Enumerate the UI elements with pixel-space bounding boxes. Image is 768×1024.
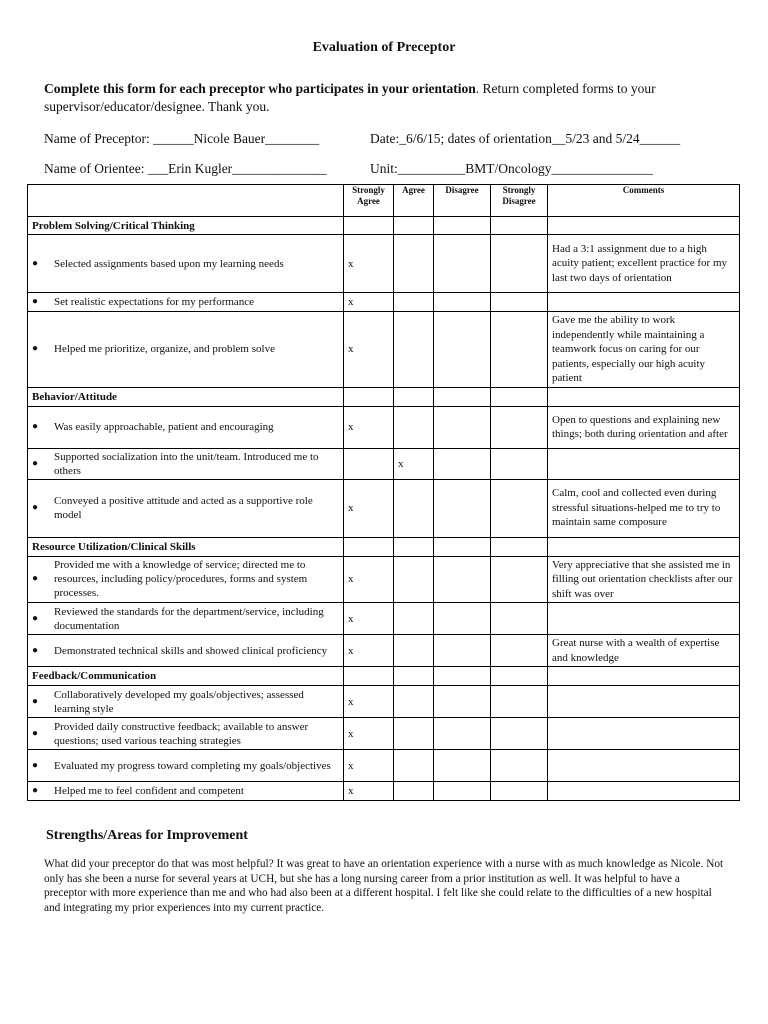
header-criteria xyxy=(28,185,344,217)
agree-cell xyxy=(394,293,434,312)
empty-cell xyxy=(491,667,548,686)
rating-mark: x xyxy=(348,612,354,625)
empty-cell xyxy=(548,217,740,235)
comment-cell xyxy=(548,686,740,718)
disagree-cell xyxy=(434,686,491,718)
agree-cell xyxy=(394,750,434,782)
rating-mark: x xyxy=(348,573,354,586)
criteria-text: Reviewed the standards for the department/service, including documentation xyxy=(54,605,324,632)
empty-cell xyxy=(394,387,434,406)
strongly-agree-cell xyxy=(344,235,394,293)
comment-cell xyxy=(548,448,740,479)
criteria-text: Demonstrated technical skills and showed clinical proficiency xyxy=(54,644,328,657)
date-field: Date:_6/6/15; dates of orientation__5/23 and 5/24______ xyxy=(370,131,681,146)
empty-cell xyxy=(491,387,548,406)
agree-cell xyxy=(394,235,434,293)
empty-cell xyxy=(394,537,434,556)
unit-field: Unit:__________BMT/Oncology_______________ xyxy=(370,161,653,176)
strongly-disagree-cell xyxy=(491,448,548,479)
agree-cell xyxy=(394,782,434,801)
section-title: Feedback/Communication xyxy=(28,667,344,686)
criteria-cell xyxy=(28,782,344,801)
criteria-cell xyxy=(28,448,344,479)
criteria-text: Evaluated my progress toward completing my goals/objectives xyxy=(54,759,331,772)
header-strongly-agree: Strongly Agree xyxy=(344,185,394,217)
strengths-paragraph: What did your preceptor do that was most helpful? It was great to have an orientation experience with a nurse with as much knowledge as Nicole. Not only has she been a nurse for several years at UCH, but she has a long nursing career from a prior institution as well. It was helpful to have a preceptor with more experience than me and who had also been at a different hospital. I felt like she could relate to the difficulties of a new hospital and integrating my prior experiences into my current practice. xyxy=(44,858,724,914)
agree-cell xyxy=(394,603,434,635)
section-row xyxy=(28,387,740,406)
strongly-disagree-cell xyxy=(491,556,548,603)
agree-cell xyxy=(394,718,434,750)
table-row xyxy=(28,406,740,448)
rating-mark: x xyxy=(398,457,404,470)
table-header-row xyxy=(28,185,740,217)
disagree-cell xyxy=(434,293,491,312)
disagree-cell xyxy=(434,479,491,537)
bullet-icon: ● xyxy=(32,343,39,355)
instructions xyxy=(44,80,724,116)
header-agree: Agree xyxy=(394,185,434,217)
criteria-text: Set realistic expectations for my performance xyxy=(54,296,255,308)
section-row xyxy=(28,217,740,235)
empty-cell xyxy=(344,667,394,686)
comment-cell: Great nurse with a wealth of expertise and knowledge xyxy=(548,635,740,667)
bullet-icon: ● xyxy=(32,421,39,432)
table-row xyxy=(28,556,740,603)
criteria-text: Supported socialization into the unit/team. Introduced me to others xyxy=(54,450,319,477)
rating-mark: x xyxy=(348,759,354,772)
disagree-cell xyxy=(434,635,491,667)
bullet-icon: ● xyxy=(32,695,39,707)
strongly-agree-cell xyxy=(344,635,394,667)
empty-cell xyxy=(434,217,491,235)
criteria-text: Provided me with a knowledge of service; directed me to resources, including policy/procedures, forms and system processes. xyxy=(54,559,308,600)
rating-mark: x xyxy=(348,343,354,356)
criteria-text: Selected assignments based upon my learning needs xyxy=(54,257,284,270)
table-body xyxy=(28,217,740,801)
bullet-icon: ● xyxy=(32,573,39,585)
criteria-cell xyxy=(28,686,344,718)
strongly-agree-cell xyxy=(344,750,394,782)
empty-cell xyxy=(548,387,740,406)
strongly-agree-cell xyxy=(344,406,394,448)
strongly-disagree-cell xyxy=(491,750,548,782)
criteria-cell xyxy=(28,556,344,603)
rating-mark: x xyxy=(348,257,354,270)
section-title: Resource Utilization/Clinical Skills xyxy=(28,537,344,556)
empty-cell xyxy=(548,537,740,556)
table-row xyxy=(28,782,740,801)
table-row xyxy=(28,686,740,718)
table-row xyxy=(28,750,740,782)
strongly-disagree-cell xyxy=(491,479,548,537)
comment-cell xyxy=(548,782,740,801)
table-row xyxy=(28,603,740,635)
criteria-text: Was easily approachable, patient and encouraging xyxy=(54,421,274,433)
agree-cell xyxy=(394,635,434,667)
empty-cell xyxy=(394,667,434,686)
empty-cell xyxy=(491,537,548,556)
rating-mark: x xyxy=(348,421,354,433)
agree-cell xyxy=(394,312,434,388)
criteria-cell xyxy=(28,312,344,388)
table-row xyxy=(28,718,740,750)
agree-cell xyxy=(394,479,434,537)
criteria-cell xyxy=(28,293,344,312)
strongly-agree-cell xyxy=(344,448,394,479)
bullet-icon: ● xyxy=(32,612,39,624)
strongly-disagree-cell xyxy=(491,782,548,801)
rating-mark: x xyxy=(348,644,354,657)
strongly-agree-cell xyxy=(344,479,394,537)
disagree-cell xyxy=(434,448,491,479)
strongly-agree-cell xyxy=(344,782,394,801)
empty-cell xyxy=(434,387,491,406)
table-row xyxy=(28,479,740,537)
bullet-icon: ● xyxy=(32,785,39,796)
criteria-cell xyxy=(28,235,344,293)
disagree-cell xyxy=(434,782,491,801)
agree-cell xyxy=(394,686,434,718)
criteria-cell xyxy=(28,718,344,750)
comment-cell xyxy=(548,718,740,750)
bullet-icon: ● xyxy=(32,727,39,739)
criteria-text: Collaboratively developed my goals/objectives; assessed learning style xyxy=(54,688,304,715)
strongly-agree-cell xyxy=(344,686,394,718)
header-disagree: Disagree xyxy=(434,185,491,217)
empty-cell xyxy=(344,537,394,556)
strongly-disagree-cell xyxy=(491,312,548,388)
comment-cell: Very appreciative that she assisted me in filling out orientation checklists after our shift was over xyxy=(548,556,740,603)
criteria-cell xyxy=(28,603,344,635)
header-comments: Comments xyxy=(548,185,740,217)
strongly-disagree-cell xyxy=(491,235,548,293)
section-title: Problem Solving/Critical Thinking xyxy=(28,217,344,235)
empty-cell xyxy=(548,667,740,686)
bullet-icon: ● xyxy=(32,502,39,513)
instructions-bold: Complete this form for each preceptor who participates in your orientation xyxy=(44,81,476,96)
section-row xyxy=(28,537,740,556)
orientee-name-field: Name of Orientee: ___Erin Kugler______________ xyxy=(44,161,327,176)
comment-cell xyxy=(548,750,740,782)
agree-cell xyxy=(394,556,434,603)
evaluation-table xyxy=(27,184,740,801)
strongly-agree-cell xyxy=(344,293,394,312)
bullet-icon: ● xyxy=(32,644,39,656)
table-row xyxy=(28,635,740,667)
empty-cell xyxy=(344,217,394,235)
strongly-disagree-cell xyxy=(491,718,548,750)
criteria-text: Conveyed a positive attitude and acted as a supportive role model xyxy=(54,495,313,521)
comment-cell xyxy=(548,293,740,312)
disagree-cell xyxy=(434,406,491,448)
bullet-icon: ● xyxy=(32,296,39,307)
comment-cell: Open to questions and explaining new things; both during orientation and after xyxy=(548,406,740,448)
criteria-cell xyxy=(28,750,344,782)
strongly-disagree-cell xyxy=(491,635,548,667)
criteria-text: Helped me prioritize, organize, and problem solve xyxy=(54,343,275,356)
criteria-text: Helped me to feel confident and competent xyxy=(54,785,244,797)
comment-cell: Gave me the ability to work independently while maintaining a teamwork focus on caring for our patients, especially our high acuity patient xyxy=(548,312,740,388)
disagree-cell xyxy=(434,556,491,603)
strongly-agree-cell xyxy=(344,312,394,388)
strongly-agree-cell xyxy=(344,603,394,635)
strongly-disagree-cell xyxy=(491,293,548,312)
table-row xyxy=(28,235,740,293)
bullet-icon: ● xyxy=(32,759,39,771)
disagree-cell xyxy=(434,312,491,388)
criteria-cell xyxy=(28,635,344,667)
agree-cell xyxy=(394,406,434,448)
comment-cell: Had a 3:1 assignment due to a high acuity patient; excellent practice for my last two days of orientation xyxy=(548,235,740,293)
empty-cell xyxy=(394,217,434,235)
strongly-disagree-cell xyxy=(491,686,548,718)
rating-mark: x xyxy=(348,695,354,708)
bullet-icon: ● xyxy=(32,457,39,469)
rating-mark: x xyxy=(348,727,354,740)
comment-cell: Calm, cool and collected even during stressful situations-helped me to try to maintain same composure xyxy=(548,479,740,537)
bullet-icon: ● xyxy=(32,257,39,269)
empty-cell xyxy=(434,667,491,686)
disagree-cell xyxy=(434,235,491,293)
criteria-cell xyxy=(28,479,344,537)
disagree-cell xyxy=(434,750,491,782)
strongly-disagree-cell xyxy=(491,406,548,448)
rating-mark: x xyxy=(348,296,354,308)
strongly-agree-cell xyxy=(344,718,394,750)
disagree-cell xyxy=(434,603,491,635)
header-strongly-disagree: Strongly Disagree xyxy=(491,185,548,217)
empty-cell xyxy=(344,387,394,406)
strengths-heading: Strengths/Areas for Improvement xyxy=(46,828,248,843)
rating-mark: x xyxy=(348,785,354,797)
table-row xyxy=(28,293,740,312)
empty-cell xyxy=(434,537,491,556)
table-row xyxy=(28,312,740,388)
criteria-text: Provided daily constructive feedback; available to answer questions; used various teaching strategies xyxy=(54,720,309,747)
section-row xyxy=(28,667,740,686)
instructions-rest: . Return completed forms to your supervisor/educator/designee. Thank you. xyxy=(44,81,656,114)
table-row xyxy=(28,448,740,479)
preceptor-name-field: Name of Preceptor: ______Nicole Bauer________ xyxy=(44,131,320,146)
strongly-agree-cell xyxy=(344,556,394,603)
strongly-disagree-cell xyxy=(491,603,548,635)
disagree-cell xyxy=(434,718,491,750)
section-title: Behavior/Attitude xyxy=(28,387,344,406)
agree-cell xyxy=(394,448,434,479)
criteria-cell xyxy=(28,406,344,448)
rating-mark: x xyxy=(348,502,354,514)
comment-cell xyxy=(548,603,740,635)
form-title: Evaluation of Preceptor xyxy=(312,40,456,55)
empty-cell xyxy=(491,217,548,235)
